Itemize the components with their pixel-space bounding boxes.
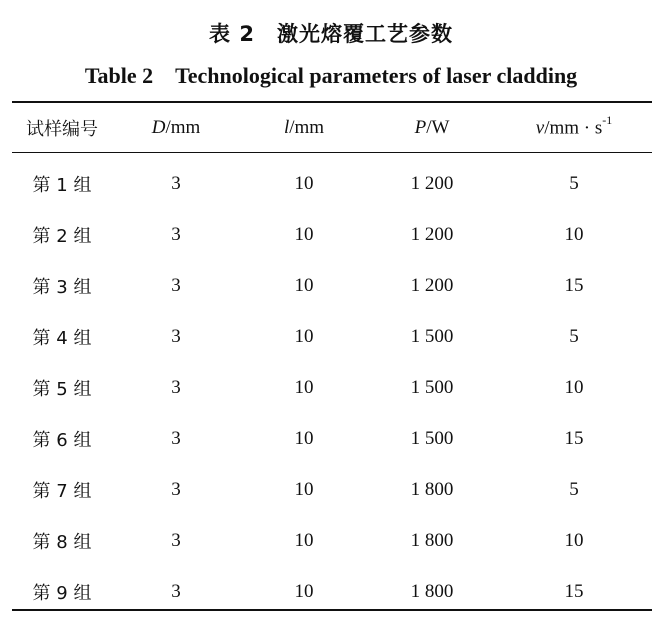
- laser-cladding-parameters-table: [12, 103, 652, 617]
- cell-diameter: 3: [171, 223, 181, 245]
- cell-length: 10: [294, 376, 314, 398]
- cell-diameter: 3: [171, 529, 181, 551]
- cell-length: 10: [294, 580, 314, 602]
- cell-speed: 10: [564, 376, 584, 398]
- cell-power: 1 800: [410, 478, 454, 500]
- table-row: [12, 413, 652, 464]
- header-diameter: [112, 103, 240, 152]
- cell-diameter: 3: [171, 325, 181, 347]
- table-row: [12, 464, 652, 515]
- cell-power: 1 500: [410, 325, 454, 347]
- cell-speed: 5: [569, 325, 579, 347]
- cell-diameter: 3: [171, 427, 181, 449]
- cell-power: 1 200: [410, 172, 454, 194]
- cell-speed: 15: [564, 580, 584, 602]
- cell-length: 10: [294, 274, 314, 296]
- caption-en-label: Table 2: [84, 63, 154, 88]
- caption-cn-title: 激光熔覆工艺参数: [276, 22, 453, 46]
- header-diameter-symbol: D: [151, 116, 166, 138]
- cell-length: 10: [294, 172, 314, 194]
- table-header-row: [12, 103, 652, 152]
- header-power: [368, 103, 496, 152]
- header-power-unit: /W: [426, 116, 450, 138]
- cell-power: 1 500: [410, 376, 454, 398]
- table-row: [12, 566, 652, 617]
- table-row: [12, 260, 652, 311]
- cell-length: 10: [294, 325, 314, 347]
- cell-power: 1 200: [410, 223, 454, 245]
- cell-length: 10: [294, 427, 314, 449]
- cell-group: 第 5 组: [32, 378, 92, 400]
- table-row: [12, 209, 652, 260]
- header-power-symbol: P: [414, 116, 427, 138]
- header-speed: [496, 103, 652, 152]
- cell-diameter: 3: [171, 478, 181, 500]
- cell-power: 1 200: [410, 274, 454, 296]
- table-row: [12, 158, 652, 209]
- cell-speed: 15: [564, 274, 584, 296]
- table-row: [12, 515, 652, 566]
- table-caption-english: [0, 62, 662, 90]
- cell-speed: 10: [564, 529, 584, 551]
- cell-diameter: 3: [171, 274, 181, 296]
- cell-speed: 5: [569, 478, 579, 500]
- cell-diameter: 3: [171, 580, 181, 602]
- cell-speed: 15: [564, 427, 584, 449]
- table-body: [12, 152, 652, 617]
- cell-group: 第 7 组: [32, 480, 92, 502]
- table-row: [12, 311, 652, 362]
- table-row: [12, 362, 652, 413]
- header-speed-unit: /mm · s: [544, 117, 603, 139]
- header-diameter-unit: /mm: [165, 116, 201, 138]
- cell-power: 1 500: [410, 427, 454, 449]
- cell-speed: 10: [564, 223, 584, 245]
- caption-en-title: Technological parameters of laser cladding: [175, 63, 578, 88]
- cell-diameter: 3: [171, 172, 181, 194]
- cell-length: 10: [294, 529, 314, 551]
- cell-group: 第 4 组: [32, 327, 92, 349]
- header-sample-number: 试样编号: [26, 118, 98, 140]
- cell-group: 第 6 组: [32, 429, 92, 451]
- header-length-unit: /mm: [289, 116, 325, 138]
- cell-length: 10: [294, 223, 314, 245]
- header-length: [240, 103, 368, 152]
- header-length-symbol: l: [283, 116, 290, 138]
- cell-group: 第 9 组: [32, 582, 92, 604]
- cell-group: 第 8 组: [32, 531, 92, 553]
- cell-speed: 5: [569, 172, 579, 194]
- table-caption-chinese: [0, 20, 662, 48]
- header-speed-exponent: -1: [602, 113, 613, 128]
- header-speed-symbol: v: [535, 117, 545, 139]
- caption-cn-label: 表 2: [209, 22, 255, 46]
- cell-power: 1 800: [410, 529, 454, 551]
- cell-group: 第 1 组: [32, 174, 92, 196]
- cell-length: 10: [294, 478, 314, 500]
- cell-power: 1 800: [410, 580, 454, 602]
- cell-diameter: 3: [171, 376, 181, 398]
- cell-group: 第 2 组: [32, 225, 92, 247]
- cell-group: 第 3 组: [32, 276, 92, 298]
